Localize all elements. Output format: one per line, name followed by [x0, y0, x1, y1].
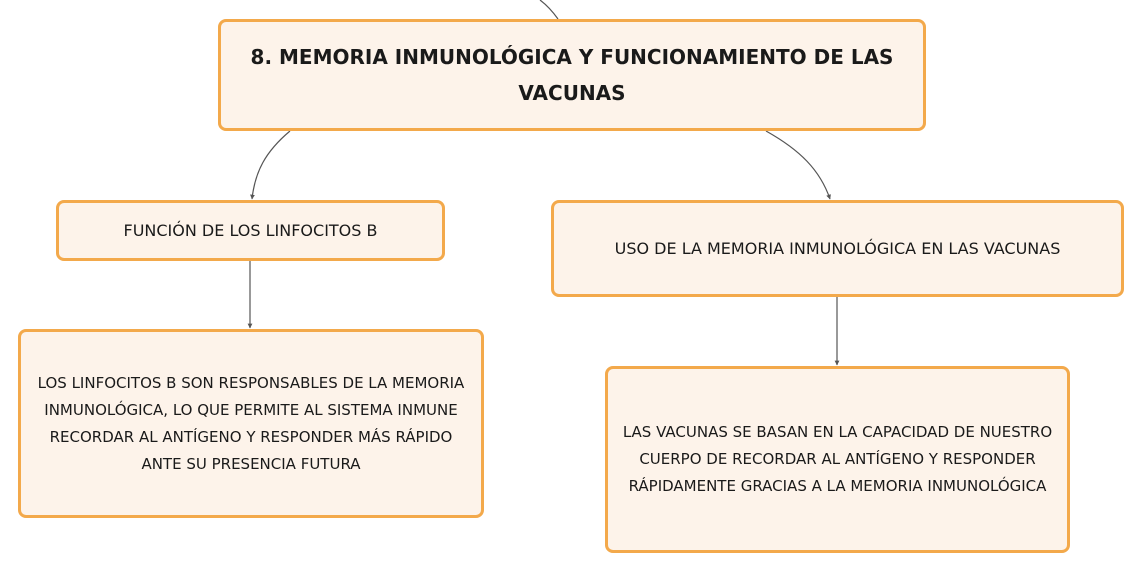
left-branch-title: FUNCIÓN DE LOS LINFOCITOS B: [123, 220, 378, 240]
right-branch-node[interactable]: [551, 200, 1124, 297]
left-description-node[interactable]: [18, 329, 484, 518]
right-branch-title: USO DE LA MEMORIA INMUNOLÓGICA EN LAS VACUNAS: [614, 239, 1061, 258]
right-description-text: LAS VACUNAS SE BASAN EN LA CAPACIDAD DE NUESTRO CUERPO DE RECORDAR AL ANTÍGENO Y RESPONDER RÁPIDAMENTE GRACIAS A LA MEMORIA INMUNOLÓGICA: [622, 423, 1053, 495]
main-topic-node[interactable]: [218, 19, 926, 131]
right-description-node[interactable]: [605, 366, 1070, 553]
connector-from-parent: [540, 0, 558, 19]
connector-main-to-left: [252, 131, 290, 199]
left-description-text: LOS LINFOCITOS B SON RESPONSABLES DE LA MEMORIA INMUNOLÓGICA, LO QUE PERMITE AL SISTEMA INMUNE RECORDAR AL ANTÍGENO Y RESPONDER MÁS RÁPIDO ANTE SU PRESENCIA FUTURA: [37, 373, 465, 473]
main-topic-label: 8. MEMORIA INMUNOLÓGICA Y FUNCIONAMIENTO DE LAS VACUNAS: [250, 45, 894, 105]
left-branch-node[interactable]: [56, 200, 445, 261]
connector-main-to-right: [766, 131, 830, 199]
